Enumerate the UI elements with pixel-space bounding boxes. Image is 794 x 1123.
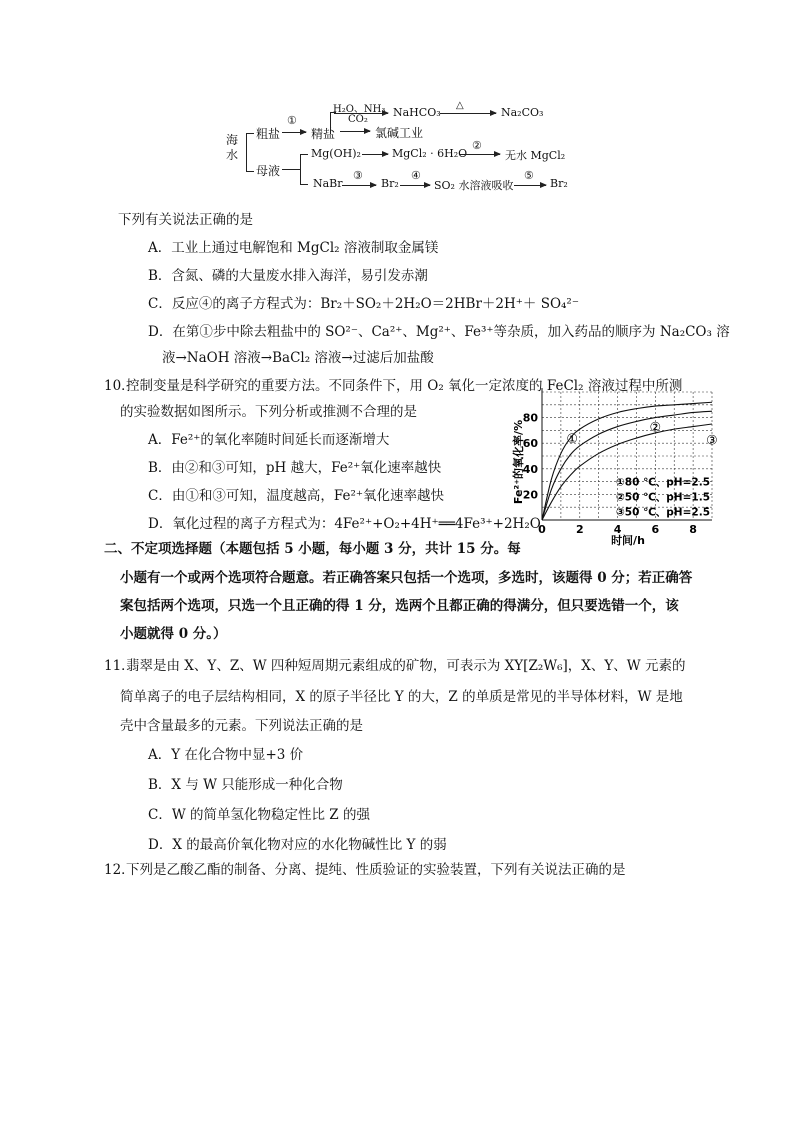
anhydrous-mgcl2: 无水 MgCl₂ (505, 149, 566, 162)
series-marker-1: ① (566, 432, 579, 448)
reagent-co2: CO₂ (348, 114, 368, 125)
mother-liquor: 母液 (256, 164, 281, 178)
q12-number: 12． (104, 862, 135, 878)
q9-option-c: C．反应④的离子方程式为：Br₂＋SO₂＋2H₂O＝2HBr＋2H⁺＋ SO₄²⁻ (148, 296, 579, 312)
q11-option-c: C．W 的简单氢化物稳定性比 Z 的强 (148, 807, 370, 823)
step3-label: ③ (353, 169, 363, 182)
x-tick-label: 8 (689, 523, 697, 536)
q11-line1: 翡翠是由 X、Y、Z、W 四种短周期元素组成的矿物，可表示为 XY[Z₂W₆]，X、Y、W 元素的 (126, 658, 686, 674)
q10-option-d: D．氧化过程的离子方程式为：4Fe²⁺+O₂+4H⁺══4Fe³⁺+2H₂O (148, 516, 541, 532)
chlor-alkali: 氯碱工业 (375, 126, 424, 140)
q11-option-d: D．X 的最高价氧化物对应的水化物碱性比 Y 的弱 (148, 837, 447, 853)
q9-option-a: A．工业上通过电解饱和 MgCl₂ 溶液制取金属镁 (148, 240, 439, 256)
nahco3: NaHCO₃ (393, 106, 441, 119)
legend-entry-1: ①80 ℃、pH=2.5 (615, 476, 710, 489)
arrow-to-chlor-alkali (340, 131, 370, 132)
y-tick-label: 20 (522, 488, 538, 502)
refined-salt: 精盐 (311, 127, 336, 141)
q10-option-c: C．由①和③可知，温度越高，Fe²⁺氧化速率越快 (148, 488, 444, 504)
chart-ylabel: Fe²⁺的氧化率/% (512, 419, 525, 505)
bracket-mother-bottom (300, 184, 308, 185)
section2-line2: 小题有一个或两个选项符合题意。若正确答案只包括一个选项，多选时，该题得 0 分；若正确答 (120, 570, 693, 586)
q9-option-b: B．含氮、磷的大量废水排入海洋，易引发赤潮 (148, 268, 428, 284)
bracket-mother-top (300, 154, 308, 155)
legend-entry-3: ③50 ℃、pH=2.5 (615, 506, 710, 519)
bracket-mother-link (282, 169, 300, 170)
sea-water-label: 海水 (226, 133, 239, 162)
q9-stem: 下列有关说法正确的是 (118, 212, 253, 228)
chart-xlabel: 时间/h (611, 534, 645, 547)
q11-line2: 简单离子的电子层结构相同，X 的原子半径比 Y 的大，Z 的单质是常见的半导体材料，W 是地 (120, 689, 683, 705)
arrow-to-na2co3 (440, 113, 496, 114)
arrow-step1 (282, 132, 306, 133)
section2-line3: 案包括两个选项，只选一个且正确的得 1 分，选两个且都正确的得满分，但只要选错一个，该 (120, 598, 679, 614)
q9-option-d-line2: 液→NaOH 溶液→BaCl₂ 溶液→过滤后加盐酸 (162, 350, 434, 366)
step5-label: ⑤ (524, 169, 534, 182)
x-tick-label: 0 (538, 523, 546, 536)
bracket-mother (300, 154, 301, 184)
mgcl2-hydrate: MgCl₂ · 6H₂O (392, 147, 468, 160)
x-tick-label: 6 (651, 523, 660, 536)
oxidation-rate-chart (506, 384, 716, 546)
heat-symbol: △ (456, 100, 464, 111)
q12-stem: 下列是乙酸乙酯的制备、分离、提纯、性质验证的实验装置，下列有关说法正确的是 (126, 862, 626, 878)
chart-legend (616, 476, 710, 518)
q11-line3: 壳中含量最多的元素。下列说法正确的是 (120, 718, 363, 734)
bracket-main (246, 133, 247, 171)
q11-option-b: B．X 与 W 只能形成一种化合物 (148, 777, 343, 793)
mgoh2: Mg(OH)₂ (311, 147, 361, 160)
y-tick-label: 80 (522, 411, 538, 425)
q10-option-a: A．Fe²⁺的氧化率随时间延长而逐渐增大 (148, 432, 390, 448)
q10-option-b: B．由②和③可知，pH 越大，Fe²⁺氧化速率越快 (148, 460, 442, 476)
section2-line4: 小题就得 0 分。） (120, 626, 227, 642)
x-tick-label: 4 (613, 523, 622, 536)
y-tick-label: 40 (522, 462, 538, 476)
bracket-bottom (246, 171, 254, 172)
section2-heading: 二、不定项选择题（本题包括 5 小题，每小题 3 分，共计 15 分。每 (104, 541, 521, 557)
legend-entry-2: ②50 ℃、pH=1.5 (615, 491, 710, 504)
series-marker-2: ② (649, 420, 662, 436)
arrow-step4 (400, 185, 430, 186)
q10-stem-line1: 控制变量是科学研究的重要方法。不同条件下，用 O₂ 氧化一定浓度的 FeCl₂ 溶液过程中所测 (126, 378, 683, 394)
so2-absorption: SO₂ 水溶液吸收 (434, 179, 514, 192)
q11-number: 11． (104, 658, 135, 674)
crude-salt: 粗盐 (256, 127, 281, 141)
bracket-refined (330, 112, 331, 134)
series-marker-3: ③ (706, 433, 718, 449)
q11-option-a: A．Y 在化合物中显+3 价 (148, 747, 304, 763)
q10-number: 10． (104, 378, 135, 394)
nabr: NaBr (313, 177, 343, 190)
br2-final: Br₂ (550, 177, 568, 190)
q10-stem-line2: 的实验数据如图所示。下列分析或推测不合理的是 (120, 404, 417, 420)
arrow-step3 (342, 185, 376, 186)
y-tick-label: 60 (522, 437, 538, 451)
arrow-to-mgcl2 (362, 154, 388, 155)
arrow-step5 (514, 185, 546, 186)
q9-option-d-line1: D．在第①步中除去粗盐中的 SO²⁻、Ca²⁺、Mg²⁺、Fe³⁺等杂质，加入药品的顺序为 Na₂CO₃ 溶 (148, 324, 730, 340)
reagent-h2o-nh3: H₂O、NH₃ (333, 104, 386, 115)
bracket-top (246, 133, 254, 134)
br2-intermediate: Br₂ (381, 177, 399, 190)
step2-label: ② (472, 139, 482, 152)
step4-label: ④ (411, 169, 421, 182)
step1-label: ① (287, 114, 297, 127)
x-tick-label: 2 (575, 523, 584, 536)
arrow-step2 (460, 154, 500, 155)
na2co3: Na₂CO₃ (501, 106, 544, 119)
